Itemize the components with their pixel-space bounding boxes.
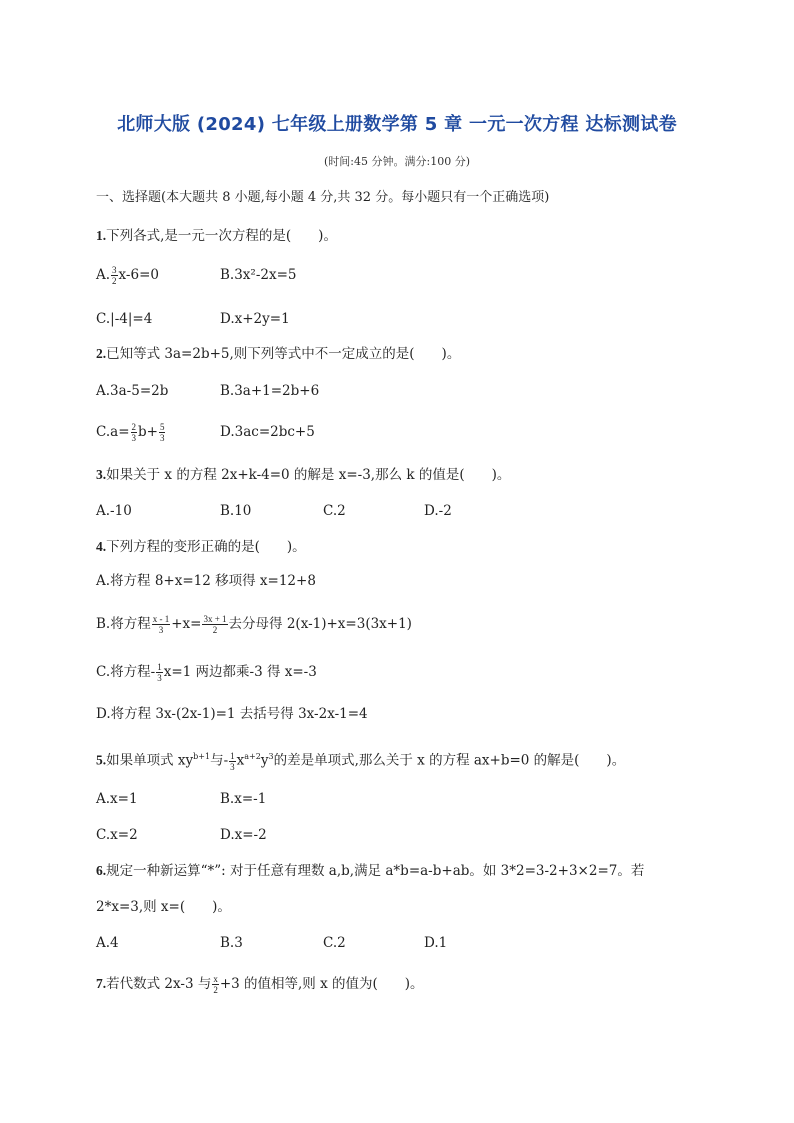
question-4 bbox=[96, 537, 306, 557]
q4-option-d[interactable]: D.将方程 3x-(2x-1)=1 去括号得 3x-2x-1=4 bbox=[96, 706, 368, 722]
q5-option-d[interactable]: D.x=-2 bbox=[220, 827, 267, 843]
option-text: b+ bbox=[138, 424, 158, 440]
exponent: b+1 bbox=[193, 752, 211, 761]
question-number: 7. bbox=[96, 976, 107, 991]
option-text: x=1 两边都乘-3 得 x=-3 bbox=[163, 664, 317, 680]
question-number: 6. bbox=[96, 863, 107, 878]
question-stem: 与- bbox=[210, 752, 229, 769]
fraction: $\frac{x - 1}{3}$ bbox=[152, 614, 170, 635]
question-stem: 已知等式 3a=2b+5,则下列等式中不一定成立的是( )。 bbox=[106, 346, 461, 362]
question-stem: 如果关于 x 的方程 2x+k-4=0 的解是 x=-3,那么 k 的值是( )。 bbox=[106, 467, 511, 483]
q1-option-d[interactable]: D.x+2y=1 bbox=[220, 311, 290, 327]
q3-option-c[interactable]: C.2 bbox=[323, 503, 346, 519]
question-2 bbox=[96, 344, 460, 364]
q4-option-b[interactable] bbox=[96, 614, 412, 635]
option-text: +x= bbox=[171, 616, 202, 632]
q3-option-b[interactable]: B.10 bbox=[220, 503, 252, 519]
question-stem: x bbox=[236, 752, 245, 769]
q1-option-a[interactable] bbox=[96, 265, 159, 286]
q4-option-a[interactable]: A.将方程 8+x=12 移项得 x=12+8 bbox=[96, 573, 316, 589]
question-stem: 如果单项式 xy bbox=[106, 752, 194, 769]
q4-option-c[interactable] bbox=[96, 662, 317, 683]
q3-option-d[interactable]: D.-2 bbox=[424, 503, 452, 519]
q1-option-b[interactable]: B.3x²-2x=5 bbox=[220, 267, 297, 283]
fraction: $\frac{1}{3}$ bbox=[157, 662, 162, 683]
question-number: 3. bbox=[96, 467, 107, 482]
q5-option-c[interactable]: C.x=2 bbox=[96, 827, 138, 843]
question-number: 5. bbox=[96, 752, 107, 768]
q6-option-c[interactable]: C.2 bbox=[323, 935, 346, 951]
question-stem: 的差是单项式,那么关于 x 的方程 ax+b=0 的解是( )。 bbox=[273, 752, 626, 769]
question-number: 2. bbox=[96, 346, 107, 361]
option-label: C.a= bbox=[96, 424, 130, 440]
question-stem: 下列方程的变形正确的是( )。 bbox=[106, 539, 306, 555]
fraction: $\frac{1}{3}$ bbox=[230, 750, 235, 772]
q6-option-d[interactable]: D.1 bbox=[424, 935, 448, 951]
q2-option-c[interactable] bbox=[96, 422, 166, 443]
fraction: $\frac{5}{3}$ bbox=[159, 422, 165, 443]
question-number: 4. bbox=[96, 539, 107, 554]
question-stem: y bbox=[260, 752, 269, 769]
q1-option-c[interactable]: C.|-4|=4 bbox=[96, 311, 153, 327]
fraction: $\frac{3x + 1}{2}$ bbox=[203, 614, 227, 635]
question-number: 1. bbox=[96, 228, 107, 243]
question-6 bbox=[96, 861, 644, 881]
q3-option-a[interactable]: A.-10 bbox=[96, 503, 132, 519]
exponent: a+2 bbox=[244, 752, 261, 761]
q2-option-d[interactable]: D.3ac=2bc+5 bbox=[220, 424, 315, 440]
option-label: A. bbox=[96, 267, 111, 283]
option-text: x-6=0 bbox=[118, 267, 159, 283]
question-7 bbox=[96, 974, 424, 995]
page-subtitle: (时间:45 分钟。满分:100 分) bbox=[324, 155, 470, 168]
question-1 bbox=[96, 226, 337, 246]
fraction: $\frac{x}{2}$ bbox=[213, 974, 218, 995]
question-stem: 下列各式,是一元一次方程的是( )。 bbox=[106, 228, 337, 244]
question-stem: +3 的值相等,则 x 的值为( )。 bbox=[219, 976, 424, 992]
option-text: 去分母得 2(x-1)+x=3(3x+1) bbox=[228, 616, 412, 632]
q6-option-b[interactable]: B.3 bbox=[220, 935, 243, 951]
option-label: B.将方程 bbox=[96, 616, 151, 632]
q2-option-b[interactable]: B.3a+1=2b+6 bbox=[220, 383, 320, 399]
question-stem: 规定一种新运算“*”: 对于任意有理数 a,b,满足 a*b=a-b+ab。如 3*2=3-2+3×2=7。若 bbox=[106, 863, 645, 879]
fraction: $\frac{2}{3}$ bbox=[131, 422, 136, 443]
q2-option-a[interactable]: A.3a-5=2b bbox=[96, 383, 169, 399]
question-stem: 若代数式 2x-3 与 bbox=[106, 976, 212, 992]
q6-option-a[interactable]: A.4 bbox=[96, 935, 119, 951]
fraction: $\frac{3}{2}$ bbox=[112, 265, 117, 286]
exponent: 3 bbox=[268, 752, 274, 761]
page-title: 北师大版 (2024) 七年级上册数学第 5 章 一元一次方程 达标测试卷 bbox=[117, 114, 677, 135]
section-heading: 一、选择题(本大题共 8 小题,每小题 4 分,共 32 分。每小题只有一个正确选项) bbox=[96, 190, 550, 205]
q5-option-a[interactable]: A.x=1 bbox=[96, 791, 138, 807]
q5-option-b[interactable]: B.x=-1 bbox=[220, 791, 267, 807]
option-label: C.将方程- bbox=[96, 664, 156, 680]
question-3 bbox=[96, 465, 510, 485]
question-5 bbox=[96, 747, 625, 772]
question-6-continued: 2*x=3,则 x=( )。 bbox=[96, 899, 231, 915]
